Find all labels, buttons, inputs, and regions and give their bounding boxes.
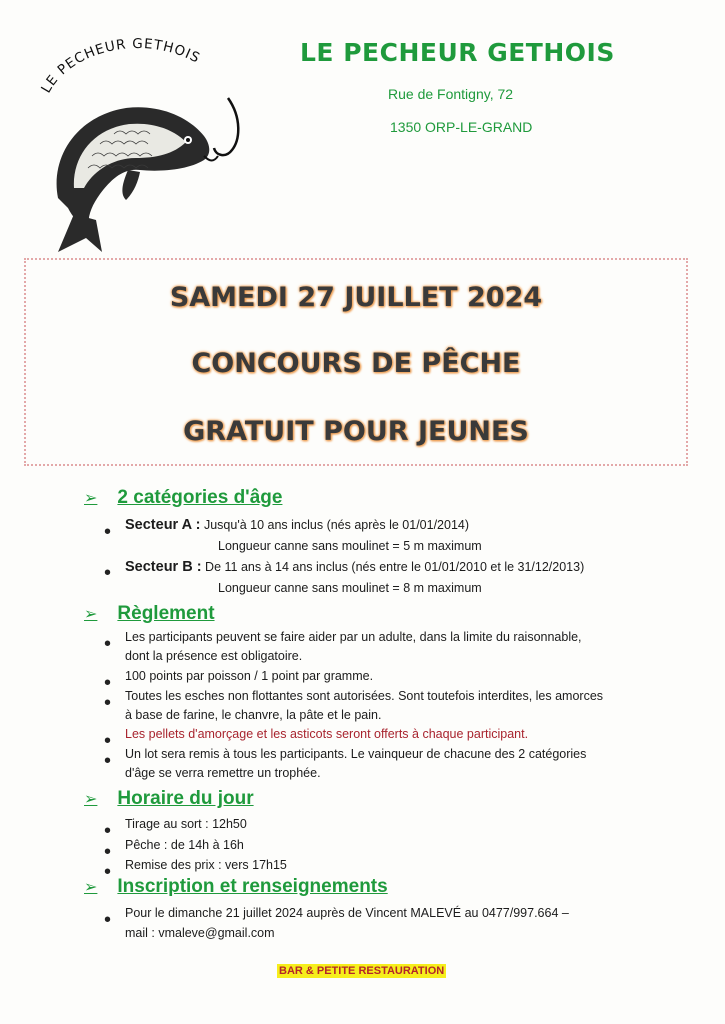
section-schedule-title: ➢ Horaire du jour <box>84 788 254 809</box>
rule-item-line: dont la présence est obligatoire. <box>125 649 303 663</box>
arrow-icon: ➢ <box>84 791 98 808</box>
club-name: LE PECHEUR GETHOIS <box>300 38 615 67</box>
event-title: CONCOURS DE PÊCHE <box>191 348 521 379</box>
sector-b-row <box>125 559 584 575</box>
section-categories-title: ➢ 2 catégories d'âge <box>84 487 283 508</box>
sector-a-label: Secteur A : <box>125 517 201 533</box>
arrow-icon: ➢ <box>84 879 98 896</box>
bullet-icon: • <box>104 909 112 931</box>
bullet-icon: • <box>104 750 112 772</box>
logo-arc-text: LE PECHEUR GETHOIS <box>38 38 203 96</box>
svg-text:LE PECHEUR GETHOIS <box>38 38 203 96</box>
arrow-icon: ➢ <box>84 606 98 623</box>
bar-restaurant-note: BAR & PETITE RESTAURATION <box>279 965 445 977</box>
bullet-icon: • <box>104 861 112 883</box>
rule-item-line: 100 points par poisson / 1 point par gramme. <box>125 669 374 683</box>
fish-on-hook-icon <box>28 38 248 258</box>
bullet-icon: • <box>104 521 112 543</box>
bullet-icon: • <box>104 820 112 842</box>
rule-item-line: Toutes les esches non flottantes sont autorisées. Sont toutefois interdites, les amorces <box>125 689 604 703</box>
section-registration-title: ➢ Inscription et renseignements <box>84 876 388 897</box>
schedule-item: Pêche : de 14h à 16h <box>125 838 244 852</box>
event-banner <box>24 258 688 466</box>
event-date: SAMEDI 27 JUILLET 2024 <box>169 282 543 313</box>
club-city: 1350 ORP-LE-GRAND <box>390 119 533 135</box>
sector-a-age: Jusqu'à 10 ans inclus (nés après le 01/01/2014) <box>203 518 470 532</box>
sector-a-row <box>125 517 469 533</box>
sector-a-rod: Longueur canne sans moulinet = 5 m maximum <box>218 539 482 553</box>
rule-item-line: d'âge se verra remettre un trophée. <box>125 766 321 780</box>
bullet-icon: • <box>104 633 112 655</box>
bullet-icon: • <box>104 841 112 863</box>
rule-item-line: Les participants peuvent se faire aider par un adulte, dans la limite du raisonnable, <box>125 630 582 644</box>
bullet-icon: • <box>104 730 112 752</box>
bullet-icon: • <box>104 672 112 694</box>
schedule-item: Remise des prix : vers 17h15 <box>125 858 287 872</box>
sector-b-label: Secteur B : <box>125 559 202 575</box>
sector-b-age: De 11 ans à 14 ans inclus (nés entre le 01/01/2010 et le 31/12/2013) <box>205 560 585 574</box>
rule-item-line: à base de farine, le chanvre, la pâte et le pain. <box>125 708 382 722</box>
club-logo <box>28 38 248 258</box>
arrow-icon: ➢ <box>84 490 98 507</box>
registration-line: Pour le dimanche 21 juillet 2024 auprès de Vincent MALEVÉ au 0477/997.664 – <box>125 906 569 920</box>
rule-item-line: Les pellets d'amorçage et les asticots seront offerts à chaque participant. <box>125 727 529 741</box>
schedule-item: Tirage au sort : 12h50 <box>125 817 247 831</box>
bullet-icon: • <box>104 562 112 584</box>
registration-email[interactable]: mail : vmaleve@gmail.com <box>125 926 275 940</box>
club-street-address: Rue de Fontigny, 72 <box>388 86 514 102</box>
section-rules-title: ➢ Règlement <box>84 603 215 624</box>
event-tagline: GRATUIT POUR JEUNES <box>183 416 529 447</box>
rule-item-line: Un lot sera remis à tous les participants. Le vainqueur de chacune des 2 catégories <box>125 747 587 761</box>
sector-b-rod: Longueur canne sans moulinet = 8 m maximum <box>218 581 482 595</box>
bullet-icon: • <box>104 692 112 714</box>
